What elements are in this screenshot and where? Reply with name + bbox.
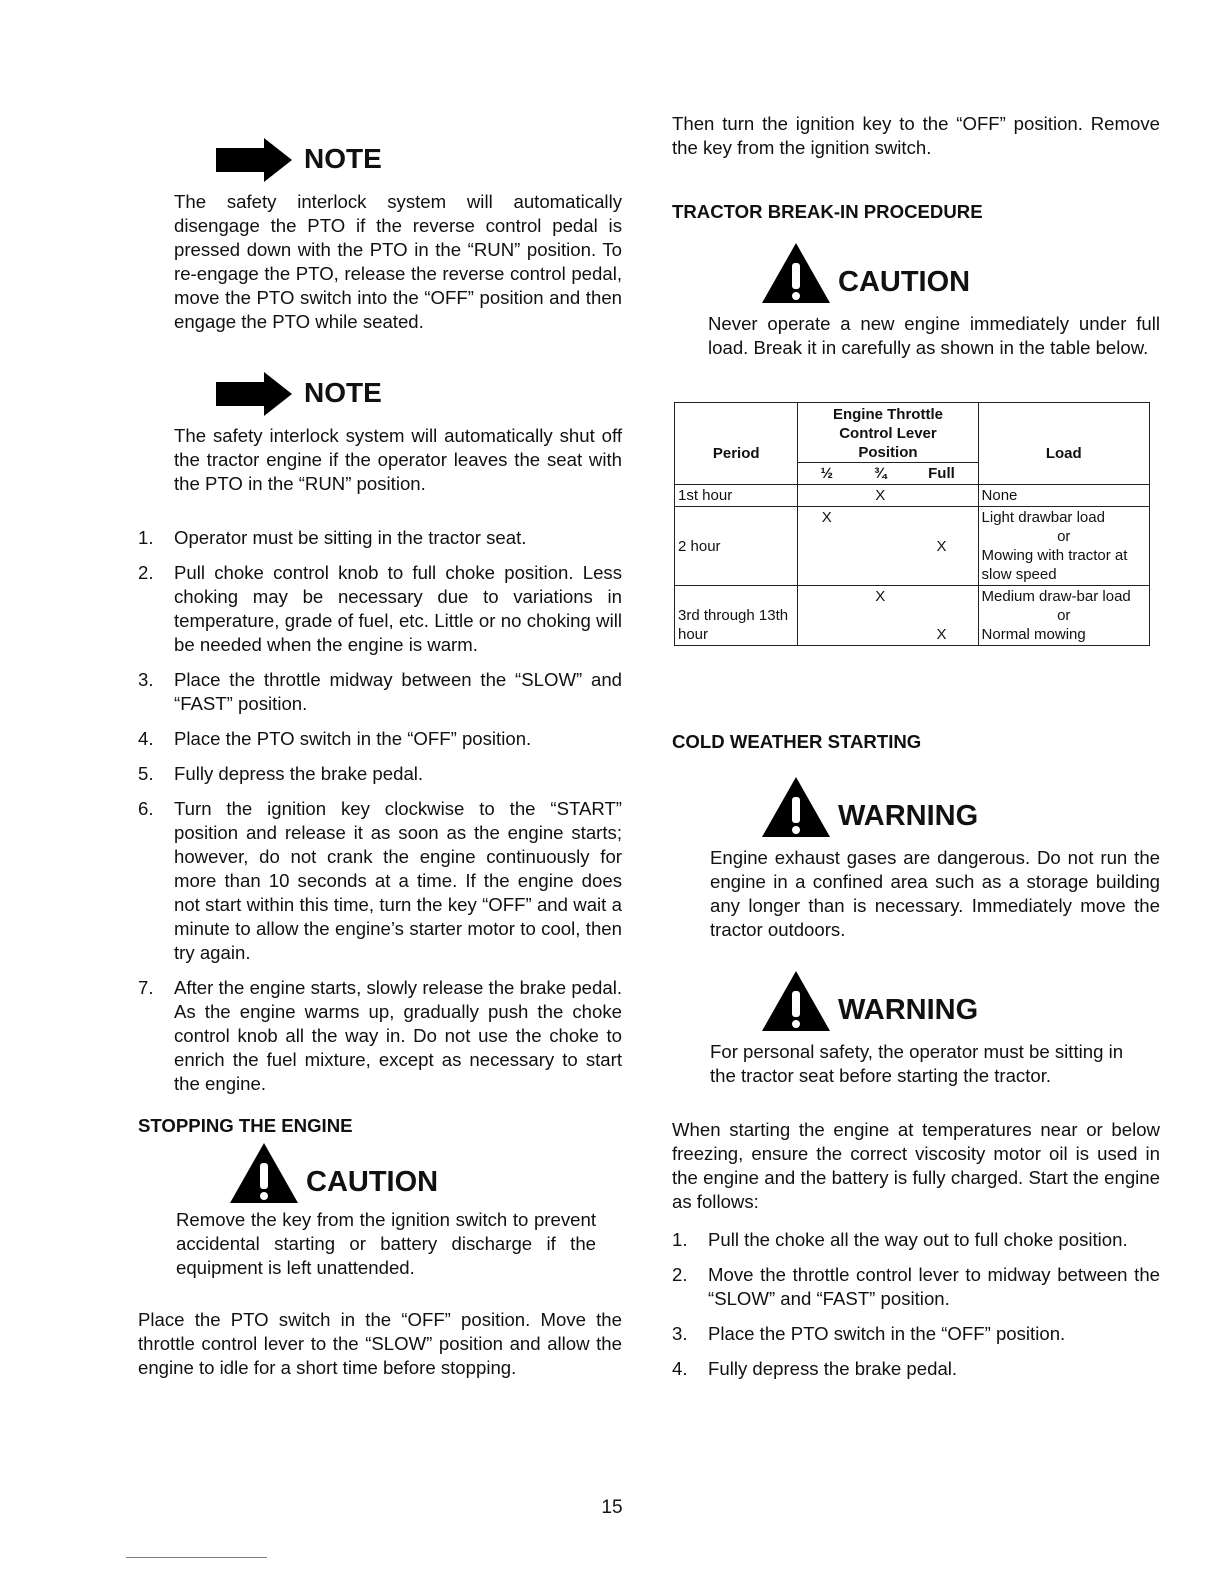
list-item: 4. Fully depress the brake pedal. bbox=[672, 1358, 958, 1379]
table-header-load: Load bbox=[978, 403, 1149, 485]
table-cell: 2 hour bbox=[675, 507, 798, 586]
warning-text: Engine exhaust gases are dangerous. Do not run the engine in a confined area such as a storage building any longer than is necessary. Immediately move the tractor outdoors. bbox=[710, 847, 1160, 940]
warning-title: WARNING bbox=[838, 993, 979, 1026]
stopping-paragraph: Place the PTO switch in the “OFF” position. Move the throttle control lever to the “SLOW” position and allow the engine to idle for a short time before stopping. bbox=[138, 1309, 622, 1378]
note-text: The safety interlock system will automatically disengage the PTO if the reverse control pedal is pressed down with the PTO in the “RUN” position. To re-engage the PTO, release the reverse control pedal, move the PTO switch into the “OFF” position and then engage the PTO while seated. bbox=[174, 191, 622, 332]
note-title: NOTE bbox=[304, 377, 382, 408]
caution-text: Remove the key from the ignition switch to prevent accidental starting or battery discharge if the equipment is left unattended. bbox=[176, 1209, 596, 1278]
page-number: 15 bbox=[601, 1497, 623, 1518]
right-column bbox=[672, 112, 1160, 1392]
starting-steps bbox=[138, 526, 622, 1096]
note-title: NOTE bbox=[304, 143, 382, 174]
list-item: 1. Pull the choke all the way out to full choke position. bbox=[672, 1229, 1128, 1250]
warning-triangle-icon bbox=[228, 1141, 300, 1205]
table-cell: X bbox=[855, 485, 905, 507]
caution-header bbox=[228, 1138, 622, 1208]
note-header bbox=[216, 138, 622, 182]
section-heading: COLD WEATHER STARTING bbox=[672, 731, 922, 752]
list-item: 2. Move the throttle control lever to midway between the “SLOW” and “FAST” position. bbox=[672, 1264, 1160, 1309]
table-row bbox=[675, 485, 1150, 507]
warning-title: WARNING bbox=[838, 799, 979, 832]
table-subheader: ½ bbox=[798, 463, 855, 485]
table-cell: 3rd through 13th hour bbox=[675, 586, 798, 646]
table-cell: None bbox=[978, 485, 1149, 507]
list-item: 4. Place the PTO switch in the “OFF” position. bbox=[138, 728, 532, 749]
table-cell: X bbox=[905, 507, 978, 586]
list-item: 2. Pull choke control knob to full choke position. Less choking may be necessary due to variations in temperature, grade of fuel, etc. Little or no choking will be needed when the engine is warm. bbox=[138, 562, 622, 655]
note-text: The safety interlock system will automatically shut off the tractor engine if the operator leaves the seat with the PTO in the “RUN” position. bbox=[174, 425, 622, 494]
table-cell: X bbox=[905, 586, 978, 646]
cold-start-steps bbox=[672, 1228, 1160, 1381]
warning-header bbox=[760, 966, 1160, 1036]
table-subheader: ¾ bbox=[855, 463, 905, 485]
caution-header bbox=[760, 238, 1160, 308]
section-heading: TRACTOR BREAK-IN PROCEDURE bbox=[672, 201, 983, 222]
list-item: 3. Place the throttle midway between the “SLOW” and “FAST” position. bbox=[138, 669, 622, 714]
table-subheader: Full bbox=[905, 463, 978, 485]
left-column bbox=[138, 138, 622, 1380]
continued-text: Then turn the ignition key to the “OFF” position. Remove the key from the ignition switch. bbox=[672, 113, 1160, 158]
list-item: 1. Operator must be sitting in the tractor seat. bbox=[138, 527, 527, 548]
table-cell: Medium draw-bar load or Normal mowing bbox=[978, 586, 1149, 646]
footer-rule bbox=[126, 1557, 267, 1558]
table-row bbox=[675, 586, 1150, 646]
list-item: 6. Turn the ignition key clockwise to the “START” position and release it as soon as the engine starts; however, do not crank the engine continuously for more than 10 seconds at a time. If the engine does not start within this time, turn the key “OFF” and wait a minute to allow the engine’s starter motor to cool, then try again. bbox=[138, 798, 622, 963]
table-cell: 1st hour bbox=[675, 485, 798, 507]
warning-triangle-icon bbox=[760, 775, 832, 839]
warning-text: For personal safety, the operator must be sitting in the tractor seat before starting the tractor. bbox=[710, 1041, 1124, 1086]
warning-triangle-icon bbox=[760, 969, 832, 1033]
table-header-throttle: Engine Throttle Control Lever Position bbox=[798, 403, 978, 463]
break-in-table bbox=[674, 402, 1150, 646]
cold-start-paragraph: When starting the engine at temperatures near or below freezing, ensure the correct viscosity motor oil is used in the engine and the battery is fully charged. Start the engine as follows: bbox=[672, 1119, 1160, 1212]
arrow-right-icon bbox=[216, 138, 296, 182]
caution-title: CAUTION bbox=[306, 1165, 439, 1198]
caution-text: Never operate a new engine immediately under full load. Break it in carefully as shown in the table below. bbox=[708, 313, 1160, 358]
table-header-period: Period bbox=[675, 403, 798, 485]
table-cell: Light drawbar load or Mowing with tractor at slow speed bbox=[978, 507, 1149, 586]
list-item: 5. Fully depress the brake pedal. bbox=[138, 763, 424, 784]
table-row bbox=[675, 507, 1150, 586]
section-heading: STOPPING THE ENGINE bbox=[138, 1115, 353, 1136]
caution-title: CAUTION bbox=[838, 265, 971, 298]
table-cell: X bbox=[798, 507, 855, 586]
list-item: 3. Place the PTO switch in the “OFF” position. bbox=[672, 1323, 1066, 1344]
arrow-right-icon bbox=[216, 372, 296, 416]
warning-triangle-icon bbox=[760, 241, 832, 305]
warning-header bbox=[760, 772, 1160, 842]
note-header bbox=[216, 372, 622, 416]
table-cell: X bbox=[855, 586, 905, 646]
list-item: 7. After the engine starts, slowly release the brake pedal. As the engine warms up, gradually push the choke control knob all the way in. Do not use the choke to enrich the fuel mixture, except as necessary to start the engine. bbox=[138, 977, 622, 1094]
